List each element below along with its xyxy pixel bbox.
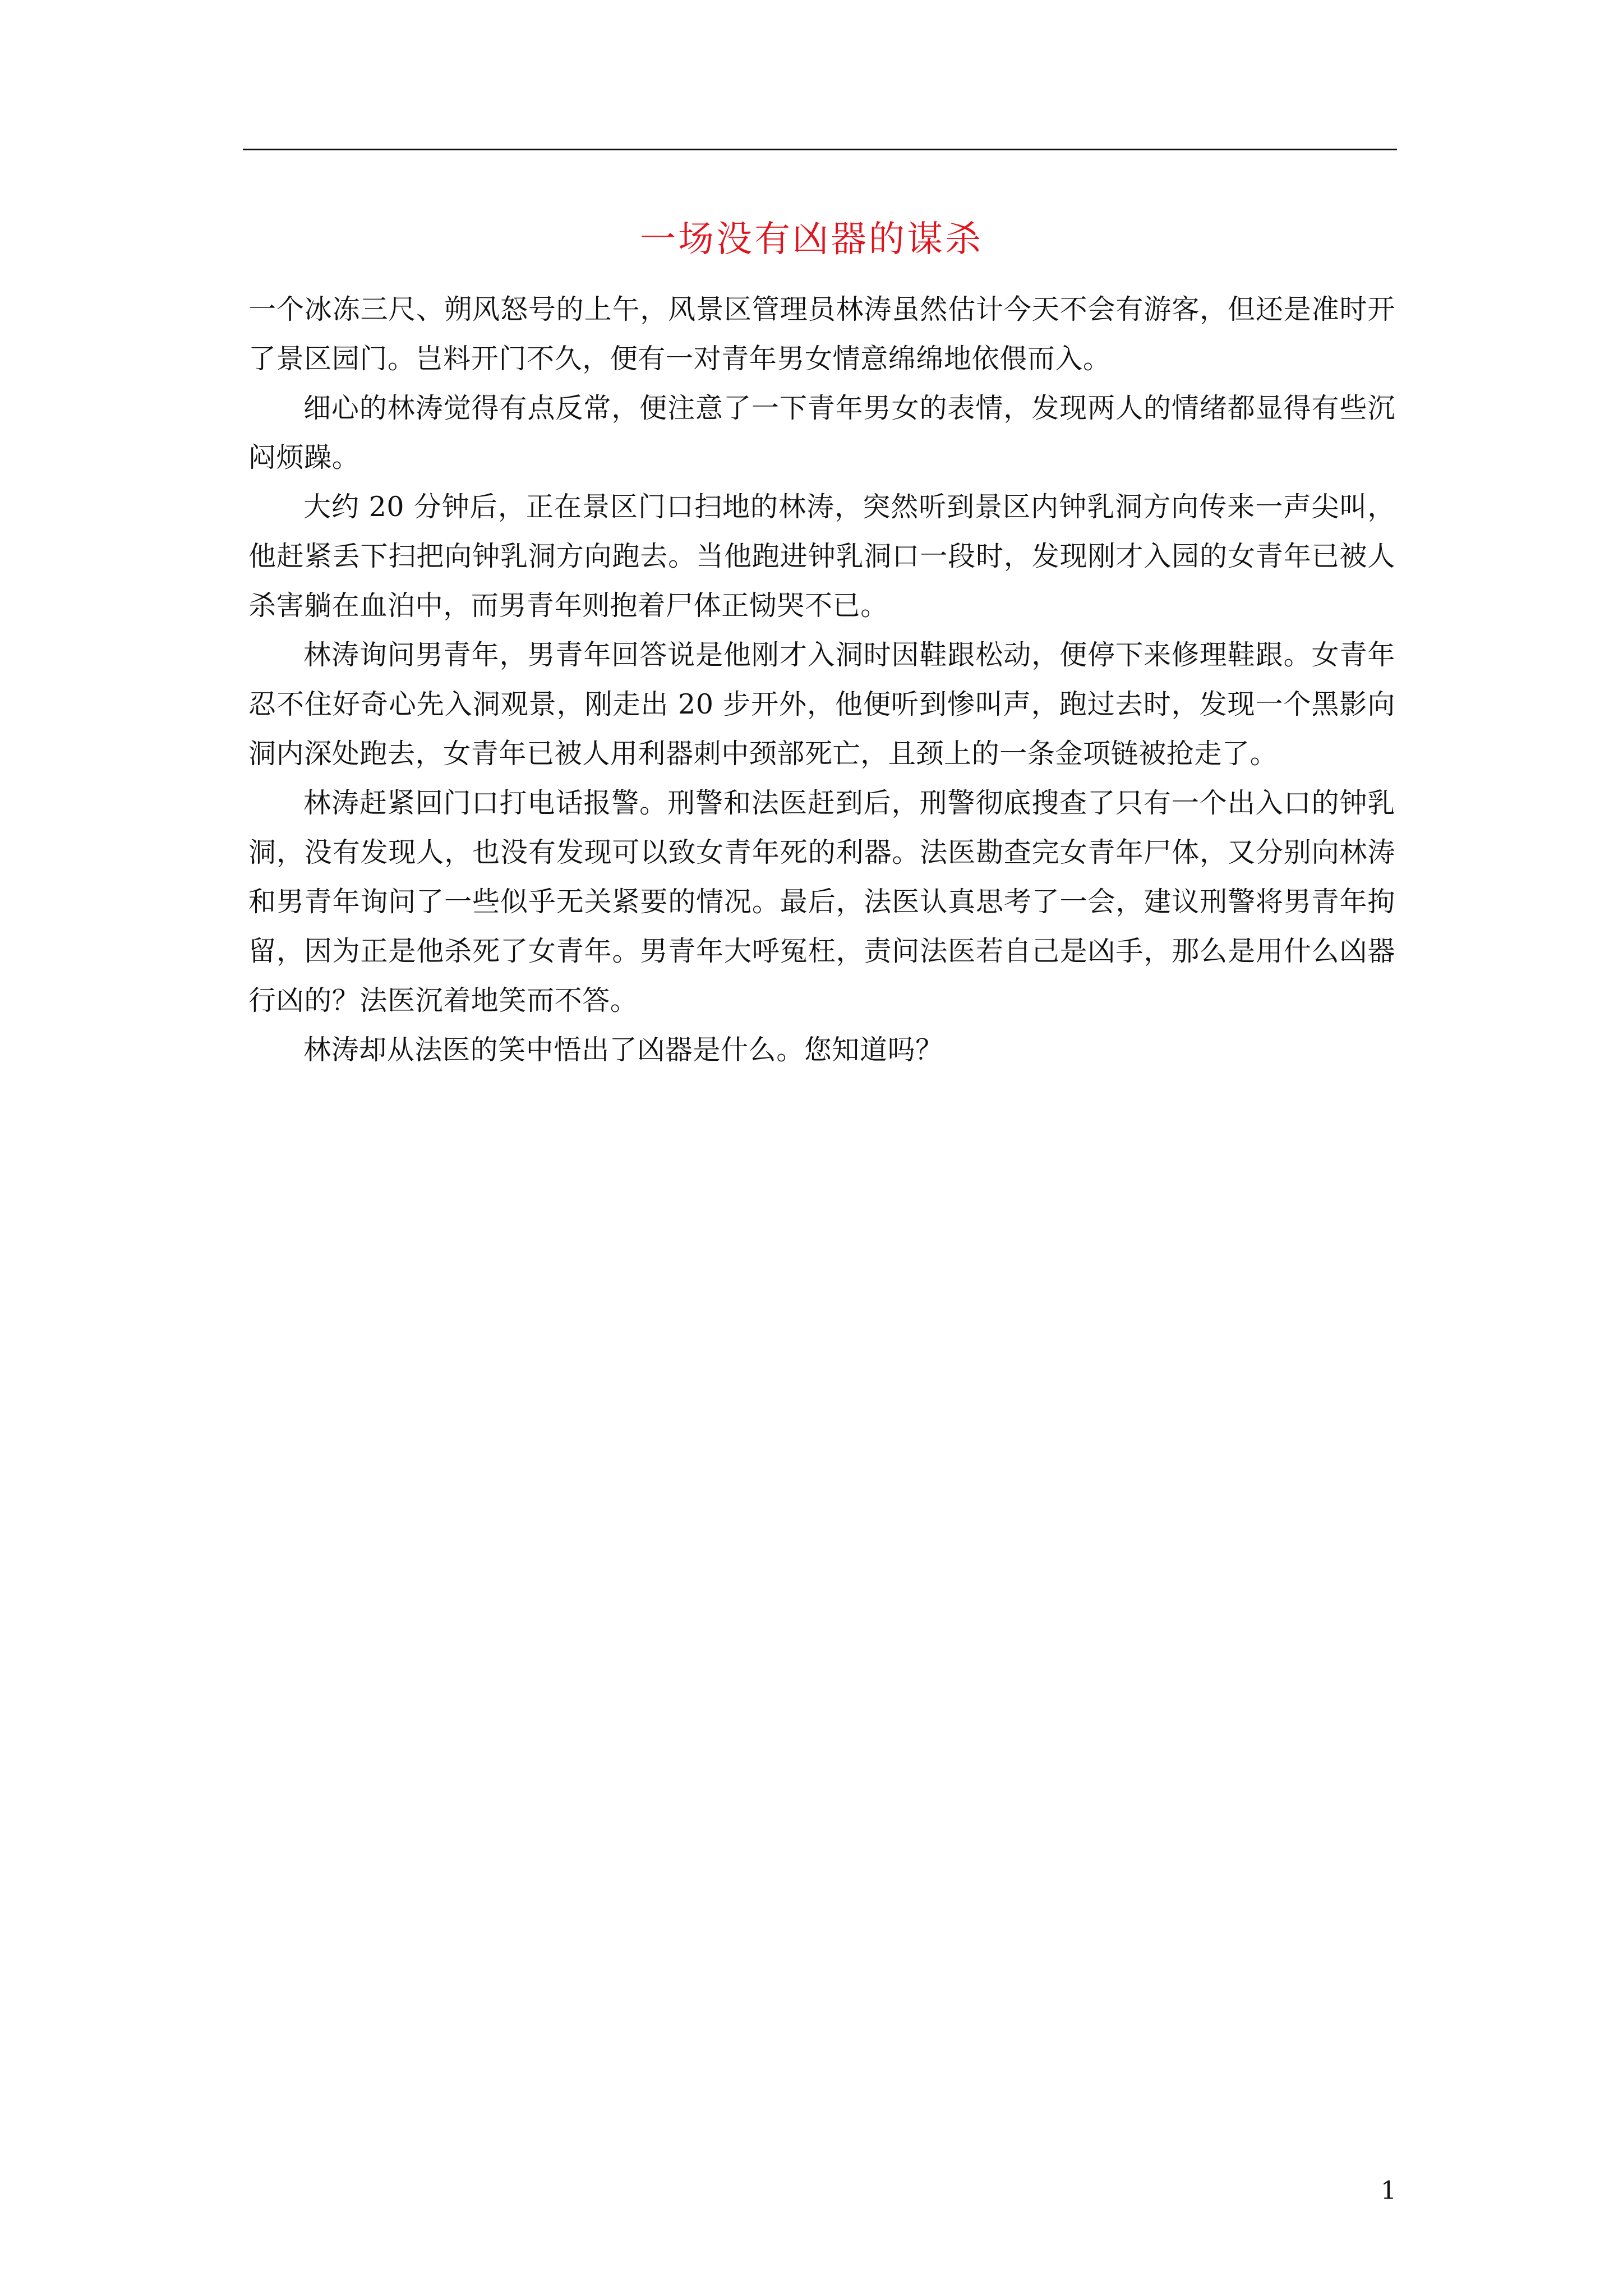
paragraph-4: 林涛询问男青年，男青年回答说是他刚才入洞时因鞋跟松动，便停下来修理鞋跟。女青年忍不住好奇心先入洞观景，刚走出 20 步开外，他便听到惨叫声，跑过去时，发现一个黑影向洞内深处跑去，女青年已被人用利器刺中颈部死亡，且颈上的一条金项链被抢走了。 bbox=[248, 639, 1395, 770]
paragraph-1: 一个冰冻三尺、朔风怒号的上午，风景区管理员林涛虽然估计今天不会有游客，但还是准时开了景区园门。岂料开门不久，便有一对青年男女情意绵绵地依偎而入。 bbox=[248, 293, 1395, 375]
paragraph-2: 细心的林涛觉得有点反常，便注意了一下青年男女的表情，发现两人的情绪都显得有些沉闷烦躁。 bbox=[248, 392, 1395, 473]
document-title: 一场没有凶器的谋杀 bbox=[640, 219, 983, 260]
document-body bbox=[248, 285, 1395, 1075]
paragraph-5: 林涛赶紧回门口打电话报警。刑警和法医赶到后，刑警彻底搜查了只有一个出入口的钟乳洞，没有发现人，也没有发现可以致女青年死的利器。法医勘查完女青年尸体，又分别向林涛和男青年询问了一些似乎无关紧要的情况。最后，法医认真思考了一会，建议刑警将男青年拘留，因为正是他杀死了女青年。男青年大呼冤枉，责问法医若自己是凶手，那么是用什么凶器行凶的？法医沉着地笑而不答。 bbox=[248, 787, 1395, 1016]
page-number: 1 bbox=[1381, 2177, 1396, 2205]
header-rule bbox=[243, 149, 1397, 150]
paragraph-6: 林涛却从法医的笑中悟出了凶器是什么。您知道吗？ bbox=[303, 1034, 943, 1066]
paragraph-3: 大约 20 分钟后，正在景区门口扫地的林涛，突然听到景区内钟乳洞方向传来一声尖叫，他赶紧丢下扫把向钟乳洞方向跑去。当他跑进钟乳洞口一段时，发现刚才入园的女青年已被人杀害躺在血泊中，而男青年则抱着尸体正恸哭不已。 bbox=[248, 491, 1395, 622]
